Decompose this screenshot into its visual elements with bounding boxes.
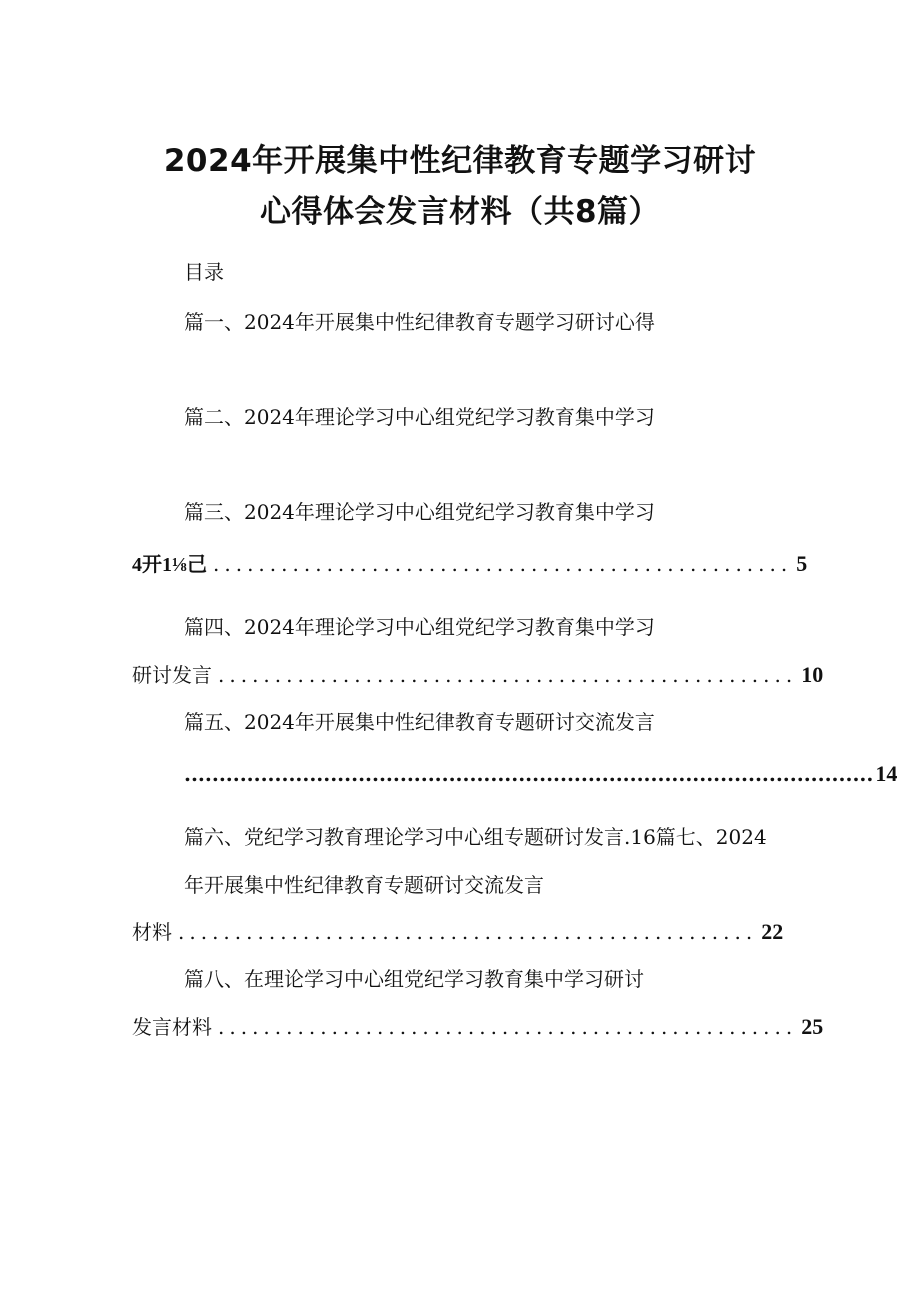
toc-entry-4-dot-leader: ................................................... <box>218 663 798 687</box>
document-title-line-1: 2024年开展集中性纪律教育专题学习研讨 <box>163 143 757 179</box>
toc-entry-5-page-number: 14 <box>875 761 898 786</box>
toc-entry-3-dot-leader: ................................................... <box>213 552 793 576</box>
toc-label: 目录 <box>184 260 224 284</box>
toc-entry-3-continuation: 4开1⅛己 <box>132 554 207 576</box>
toc-entry-7-continuation: 年开展集中性纪律教育专题研讨交流发言 <box>184 873 544 897</box>
toc-entry-5-dot-leader: ................................................................................................... <box>184 762 874 786</box>
toc-entry-4-continuation: 研讨发言 <box>132 663 212 687</box>
toc-entry-5-leader-row <box>184 760 898 788</box>
toc-entry-4[interactable]: 篇四、2024年理论学习中心组党纪学习教育集中学习 <box>184 615 655 639</box>
toc-entry-7-leader-row <box>132 918 784 946</box>
document-title-line-2: 心得体会发言材料（共8篇） <box>259 194 661 230</box>
toc-entry-3-leader-row <box>132 550 808 579</box>
toc-entry-8-page-number: 25 <box>801 1014 824 1039</box>
toc-entry-8[interactable]: 篇八、在理论学习中心组党纪学习教育集中学习研讨 <box>184 967 644 991</box>
toc-entry-1[interactable]: 篇一、2024年开展集中性纪律教育专题学习研讨心得 <box>184 310 655 334</box>
toc-entry-4-leader-row <box>132 661 824 689</box>
toc-entry-8-leader-row <box>132 1013 824 1041</box>
toc-entry-2[interactable]: 篇二、2024年理论学习中心组党纪学习教育集中学习 <box>184 405 655 429</box>
toc-entry-5[interactable]: 篇五、2024年开展集中性纪律教育专题研讨交流发言 <box>184 710 655 734</box>
toc-entry-7-continuation-2: 材料 <box>132 920 172 944</box>
toc-entry-8-dot-leader: ................................................... <box>218 1015 798 1039</box>
toc-entry-3[interactable]: 篇三、2024年理论学习中心组党纪学习教育集中学习 <box>184 500 655 524</box>
toc-entry-6-7[interactable]: 篇六、党纪学习教育理论学习中心组专题研讨发言.16篇七、2024 <box>184 825 767 849</box>
toc-entry-4-page-number: 10 <box>801 662 824 687</box>
toc-entry-7-dot-leader: ................................................... <box>178 920 758 944</box>
toc-entry-3-page-number: 5 <box>796 551 808 576</box>
toc-entry-8-continuation: 发言材料 <box>132 1015 212 1039</box>
toc-entry-7-page-number: 22 <box>761 919 784 944</box>
